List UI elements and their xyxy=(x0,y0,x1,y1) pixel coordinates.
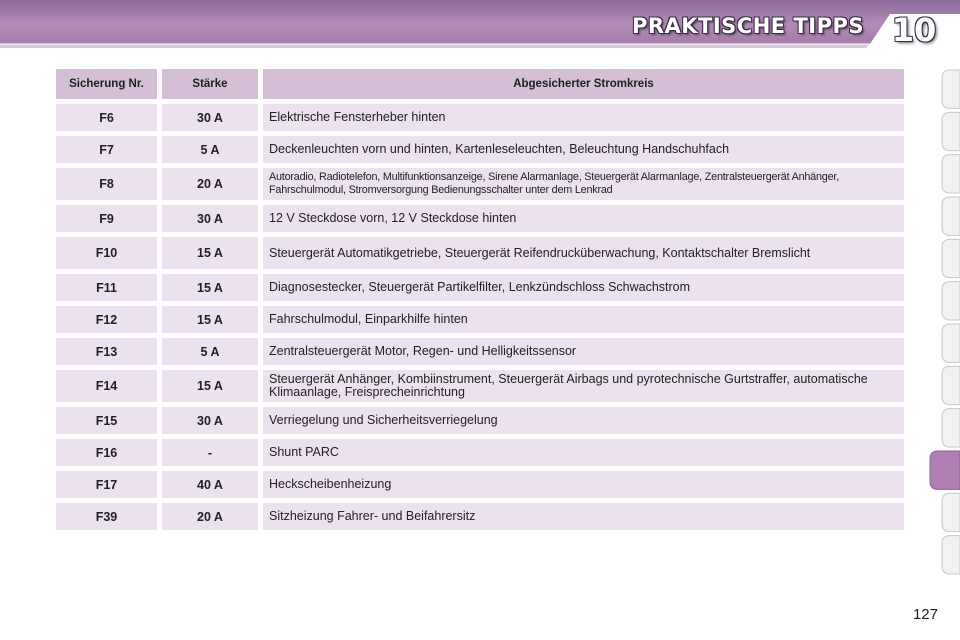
fuse-number: F7 xyxy=(56,136,157,163)
fuse-number: F17 xyxy=(56,471,157,498)
chapter-tab[interactable] xyxy=(942,536,960,574)
table-row xyxy=(56,439,904,466)
chapter-tab-active[interactable] xyxy=(930,451,960,489)
chapter-number-badge: 10 xyxy=(891,11,937,49)
fuse-number: F39 xyxy=(56,503,157,530)
column-header-fuse-number: Sicherung Nr. xyxy=(56,69,157,99)
fuse-number: F14 xyxy=(56,370,157,402)
fuse-rating: 15 A xyxy=(157,370,258,402)
chapter-tab[interactable] xyxy=(942,197,960,235)
fuse-circuit: Shunt PARC xyxy=(258,439,904,466)
fuse-rating: 15 A xyxy=(157,237,258,269)
table-row xyxy=(56,471,904,498)
chapter-tab[interactable] xyxy=(942,155,960,193)
chapter-tab[interactable] xyxy=(942,112,960,150)
page-number: 127 xyxy=(912,606,938,623)
fuse-table xyxy=(56,64,904,535)
fuse-rating: 5 A xyxy=(157,338,258,365)
fuse-rating: 20 A xyxy=(157,503,258,530)
chapter-tab[interactable] xyxy=(942,70,960,108)
fuse-circuit: Autoradio, Radiotelefon, Multifunktionsanzeige, Sirene Alarmanlage, Steuergerät Alarmanlage, Zentralsteuergerät Anhänger, Fahrschulmodul, Stromversorgung Bedienungsschalter unter dem Lenkrad xyxy=(258,168,904,200)
fuse-circuit: Steuergerät Anhänger, Kombiinstrument, Steuergerät Airbags und pyrotechnische Gurtstraffer, automatische Klimaanlage, Freisprecheinrichtung xyxy=(258,370,904,402)
table-row xyxy=(56,274,904,301)
fuse-circuit: Fahrschulmodul, Einparkhilfe hinten xyxy=(258,306,904,333)
chapter-tab[interactable] xyxy=(942,493,960,531)
table-row xyxy=(56,205,904,232)
chapter-tab[interactable] xyxy=(942,366,960,404)
column-header-rating: Stärke xyxy=(157,69,258,99)
column-header-circuit: Abgesicherter Stromkreis xyxy=(258,69,904,99)
table-row xyxy=(56,306,904,333)
fuse-circuit: Verriegelung und Sicherheitsverriegelung xyxy=(258,407,904,434)
fuse-number: F12 xyxy=(56,306,157,333)
table-header-row xyxy=(56,69,904,99)
fuse-number: F9 xyxy=(56,205,157,232)
fuse-circuit: Steuergerät Automatikgetriebe, Steuergerät Reifendrucküberwachung, Kontaktschalter Bremslicht xyxy=(258,237,904,269)
fuse-circuit: Sitzheizung Fahrer- und Beifahrersitz xyxy=(258,503,904,530)
fuse-number: F13 xyxy=(56,338,157,365)
chapter-tab[interactable] xyxy=(942,324,960,362)
fuse-rating: 15 A xyxy=(157,274,258,301)
fuse-rating: 5 A xyxy=(157,136,258,163)
chapter-tab-sidebar xyxy=(928,68,960,576)
fuse-rating: 30 A xyxy=(157,205,258,232)
table-row xyxy=(56,407,904,434)
fuse-circuit: 12 V Steckdose vorn, 12 V Steckdose hinten xyxy=(258,205,904,232)
fuse-rating: 15 A xyxy=(157,306,258,333)
fuse-rating: 40 A xyxy=(157,471,258,498)
fuse-number: F15 xyxy=(56,407,157,434)
table-row xyxy=(56,104,904,131)
fuse-number: F16 xyxy=(56,439,157,466)
table-row xyxy=(56,136,904,163)
fuse-circuit: Elektrische Fensterheber hinten xyxy=(258,104,904,131)
table-row xyxy=(56,168,904,200)
fuse-circuit: Diagnosestecker, Steuergerät Partikelfilter, Lenkzündschloss Schwachstrom xyxy=(258,274,904,301)
table-row xyxy=(56,370,904,402)
table-row xyxy=(56,503,904,530)
table-row xyxy=(56,338,904,365)
table-row xyxy=(56,237,904,269)
chapter-title: PRAKTISCHE TIPPS xyxy=(631,14,864,38)
fuse-number: F8 xyxy=(56,168,157,200)
fuse-number: F10 xyxy=(56,237,157,269)
fuse-number: F11 xyxy=(56,274,157,301)
fuse-rating: 30 A xyxy=(157,104,258,131)
fuse-number: F6 xyxy=(56,104,157,131)
fuse-rating: 20 A xyxy=(157,168,258,200)
chapter-tab[interactable] xyxy=(942,239,960,277)
chapter-tab[interactable] xyxy=(942,409,960,447)
fuse-rating: 30 A xyxy=(157,407,258,434)
fuse-circuit: Deckenleuchten vorn und hinten, Kartenleseleuchten, Beleuchtung Handschuhfach xyxy=(258,136,904,163)
chapter-tab[interactable] xyxy=(942,282,960,320)
fuse-circuit: Heckscheibenheizung xyxy=(258,471,904,498)
fuse-circuit: Zentralsteuergerät Motor, Regen- und Helligkeitssensor xyxy=(258,338,904,365)
fuse-rating: - xyxy=(157,439,258,466)
